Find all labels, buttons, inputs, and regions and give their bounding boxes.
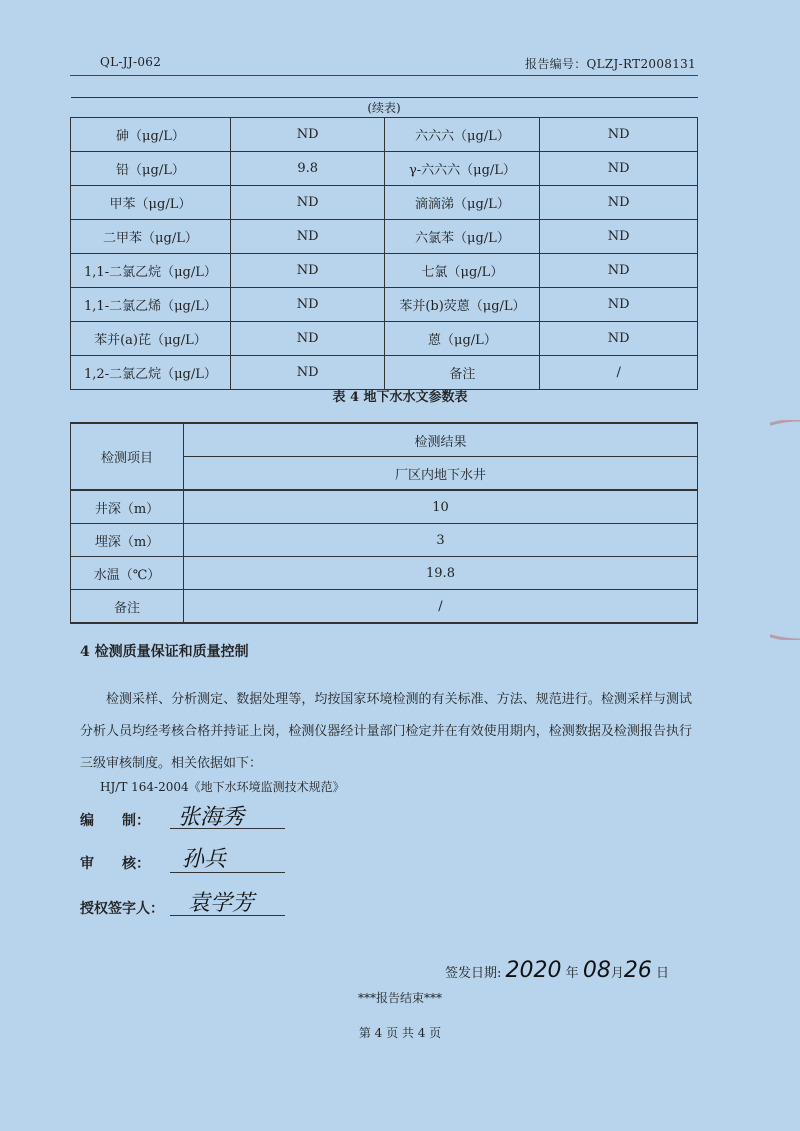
year-unit: 年 xyxy=(565,966,579,981)
report-end: ***报告结束*** xyxy=(357,991,442,1005)
table-row xyxy=(71,356,698,390)
param-name-cell: 苯并(a)芘（μg/L） xyxy=(71,322,231,356)
param-name-cell: 1,1-二氯乙烷（μg/L） xyxy=(71,254,231,288)
issue-date-label: 签发日期: xyxy=(445,966,502,981)
param-name-cell: 七氯（μg/L） xyxy=(385,254,540,288)
month-unit: 月 xyxy=(610,966,624,981)
table-row xyxy=(71,590,698,624)
param-value-cell: ND xyxy=(230,322,385,356)
table4-title: 表 4 地下水水文参数表 xyxy=(332,390,468,405)
col-result-header: 检测结果 xyxy=(184,423,698,457)
section-paragraph: 检测采样、分析测定、数据处理等，均按国家环境检测的有关标准、方法、规范进行。检测采样与测试分析人员均经考核合格并持证上岗，检测仪器经计量部门检定并在有效使用期内，检测数据及检测报告执行三级审核制度。相关依据如下： xyxy=(80,692,692,771)
issue-date xyxy=(445,958,669,983)
section-title: 4 检测质量保证和质量控制 xyxy=(80,644,249,660)
param-name-cell: 备注 xyxy=(385,356,540,390)
param-name-cell: 六氯苯（μg/L） xyxy=(385,220,540,254)
table-row xyxy=(71,118,698,152)
param-name-cell: γ-六六六（μg/L） xyxy=(385,152,540,186)
reviewer-label: 审 核： xyxy=(80,856,150,872)
param-value-cell: 3 xyxy=(184,524,698,557)
param-name-cell: 二甲苯（μg/L） xyxy=(71,220,231,254)
param-value-cell: 9.8 xyxy=(230,152,385,186)
param-value-cell: ND xyxy=(230,254,385,288)
param-value-cell: ND xyxy=(540,152,698,186)
param-name-cell: 1,1-二氯乙烯（μg/L） xyxy=(71,288,231,322)
table-row xyxy=(71,152,698,186)
table-row xyxy=(71,186,698,220)
table-row xyxy=(71,288,698,322)
param-value-cell: ND xyxy=(230,220,385,254)
param-value-cell: ND xyxy=(230,288,385,322)
param-value-cell: ND xyxy=(230,356,385,390)
reviewer-signature: 孙兵 xyxy=(182,847,227,872)
col-item-header: 检测项目 xyxy=(71,423,184,490)
param-value-cell: 19.8 xyxy=(184,557,698,590)
param-value-cell: ND xyxy=(230,118,385,152)
table-row xyxy=(71,524,698,557)
param-value-cell: 10 xyxy=(184,490,698,524)
param-value-cell: ND xyxy=(540,186,698,220)
param-value-cell: / xyxy=(540,356,698,390)
table-row xyxy=(71,220,698,254)
table-row xyxy=(71,322,698,356)
param-name-cell: 甲苯（μg/L） xyxy=(71,186,231,220)
table-row xyxy=(71,490,698,524)
report-number: 报告编号：QLZJ-RT2008131 xyxy=(525,57,696,71)
col-site-header: 厂区内地下水井 xyxy=(184,457,698,491)
compiler-label: 编 制： xyxy=(80,813,150,829)
table-row xyxy=(71,557,698,590)
header-divider xyxy=(70,75,698,76)
param-value-cell: ND xyxy=(540,288,698,322)
param-name-cell: 六六六（μg/L） xyxy=(385,118,540,152)
hydrology-table xyxy=(70,422,698,624)
param-name-cell: 铅（μg/L） xyxy=(71,152,231,186)
param-name-cell: 苯并(b)荧蒽（μg/L） xyxy=(385,288,540,322)
param-name-cell: 井深（m） xyxy=(71,490,184,524)
param-value-cell: ND xyxy=(540,220,698,254)
approver-signature: 袁学芳 xyxy=(188,891,255,916)
param-name-cell: 水温（℃） xyxy=(71,557,184,590)
seal-stamp-icon xyxy=(770,420,800,640)
param-value-cell: ND xyxy=(540,322,698,356)
reference-standard: HJ/T 164-2004《地下水环境监测技术规范》 xyxy=(100,780,345,794)
param-value-cell: ND xyxy=(540,254,698,288)
param-value-cell: ND xyxy=(230,186,385,220)
param-name-cell: 蒽（μg/L） xyxy=(385,322,540,356)
param-name-cell: 滴滴涕（μg/L） xyxy=(385,186,540,220)
issue-year: 2020 xyxy=(505,958,562,983)
param-value-cell: / xyxy=(184,590,698,624)
table-caption: (续表) xyxy=(71,98,698,118)
param-name-cell: 埋深（m） xyxy=(71,524,184,557)
doc-code: QL-JJ-062 xyxy=(100,55,162,69)
issue-day: 26 xyxy=(623,958,652,983)
compiler-signature: 张海秀 xyxy=(178,805,245,830)
issue-month: 08 xyxy=(582,958,611,983)
param-name-cell: 备注 xyxy=(71,590,184,624)
approver-label: 授权签字人： xyxy=(80,901,164,917)
results-table-continued xyxy=(70,97,698,390)
param-name-cell: 1,2-二氯乙烷（μg/L） xyxy=(71,356,231,390)
day-unit: 日 xyxy=(655,966,669,981)
param-name-cell: 砷（μg/L） xyxy=(71,118,231,152)
param-value-cell: ND xyxy=(540,118,698,152)
table-row xyxy=(71,254,698,288)
page-number: 第 4 页 共 4 页 xyxy=(358,1026,442,1040)
